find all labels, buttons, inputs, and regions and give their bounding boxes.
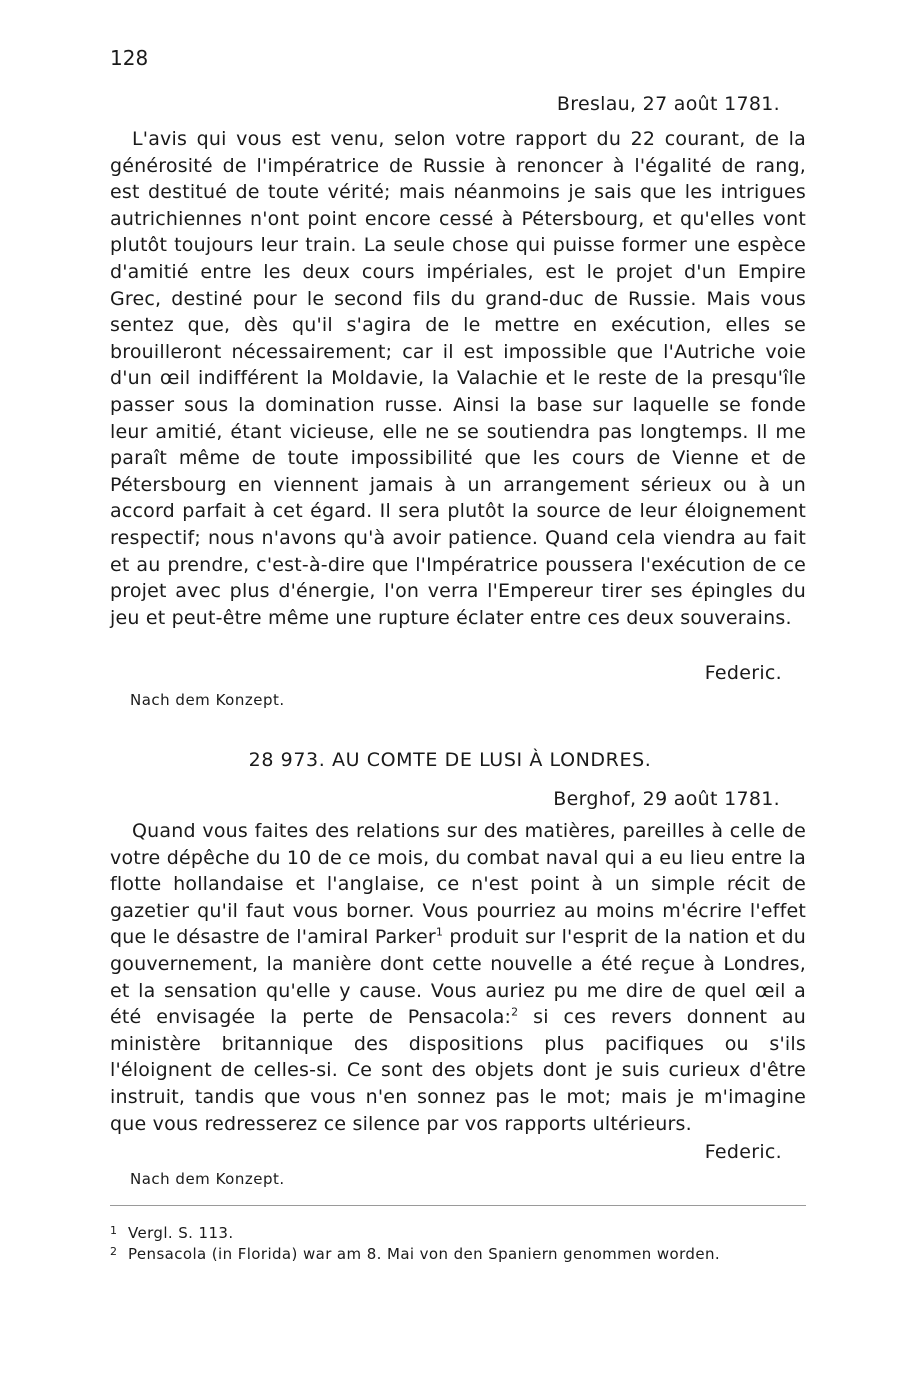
- letter-2-signature: Federic.: [704, 1141, 782, 1163]
- letter-2-text-part-3: si ces revers donnent au ministère britannique des dispositions plus pacifiques ou s'ils l'éloignent de celles-si. Ce sont des objets dont je suis curieux d'être instruit, tandis que vous n'en sonnez pas le mot; mais je m'imagine que vous redresserez ce silence par vos rapports ultérieurs.: [110, 1006, 806, 1135]
- letter-2-heading: 28 973. AU COMTE DE LUSI À LONDRES.: [248, 749, 652, 771]
- footnote-ref-2: 2: [511, 1005, 519, 1019]
- footnote-1: [110, 1224, 234, 1242]
- letter-2-body: [110, 818, 806, 1137]
- letter-1-source-note: Nach dem Konzept.: [130, 691, 285, 709]
- footnote-divider: [110, 1205, 806, 1206]
- letter-2-source-note: Nach dem Konzept.: [130, 1170, 285, 1188]
- letter-1-signature: Federic.: [704, 662, 782, 684]
- footnote-1-mark: 1: [110, 1224, 118, 1237]
- letter-2-text-part-1: Quand vous faites des relations sur des matières, pareilles à celle de votre dépêche du 10 de ce mois, du combat naval qui a eu lieu entre la flotte hollandaise et l'anglaise, ce n'est point à un simple récit de gazetier qu'il faut vous borner. Vous pourriez au moins m'écrire l'effet que le désastre de l'amiral Parker: [110, 820, 806, 949]
- page-number: 128: [110, 46, 149, 70]
- letter-1-text: L'avis qui vous est venu, selon votre rapport du 22 courant, de la générosité de l'impératrice de Russie à renoncer à l'égalité de rang, est destitué de toute vérité; mais néanmoins je sais que les intrigues autrichiennes n'ont point encore cessé à Pétersbourg, et qu'elles vont plutôt toujours leur train. La seule chose qui puisse former une espèce d'amitié entre les deux cours impériales, est le projet d'un Empire Grec, destiné pour le second fils du grand-duc de Russie. Mais vous sentez que, dès qu'il s'agira de le mettre en exécution, elles se brouilleront nécessairement; car il est impossible que l'Autriche voie d'un œil indifférent la Moldavie, la Valachie et le reste de la presqu'île passer sous la domination russe. Ainsi la base sur laquelle se fonde leur amitié, étant vicieuse, elle ne se soutiendra pas longtemps. Il me paraît même de toute impossibilité que les cours de Vienne et de Pétersbourg en viennent jamais à un arrangement sérieux ou à un accord parfait à cet égard. Il sera plutôt la source de leur éloignement respectif; nous n'avons qu'à avoir patience. Quand cela viendra au fait et au prendre, c'est-à-dire que l'Impératrice poussera l'exécution de ce projet avec plus d'énergie, l'on verra l'Empereur tirer ses épingles du jeu et peut-être même une rupture éclater entre ces deux souverains.: [110, 128, 806, 629]
- letter-1-body: [110, 126, 806, 631]
- footnote-ref-1: 1: [435, 926, 444, 940]
- footnote-2: [110, 1245, 720, 1263]
- letter-2-dateline: Berghof, 29 août 1781.: [553, 788, 780, 810]
- letter-2-text-part-2: produit sur l'esprit de la nation et du gouvernement, la manière dont cette nouvelle a été reçue à Londres, et la sensation qu'elle y cause. Vous auriez pu me dire de quel œil a été envisagée la perte de Pensacola:: [110, 926, 806, 1029]
- footnote-2-text: Pensacola (in Florida) war am 8. Mai von den Spaniern genommen worden.: [128, 1245, 721, 1263]
- footnote-1-text: Vergl. S. 113.: [128, 1224, 234, 1242]
- letter-1-dateline: Breslau, 27 août 1781.: [556, 93, 780, 115]
- footnote-2-mark: 2: [110, 1245, 118, 1258]
